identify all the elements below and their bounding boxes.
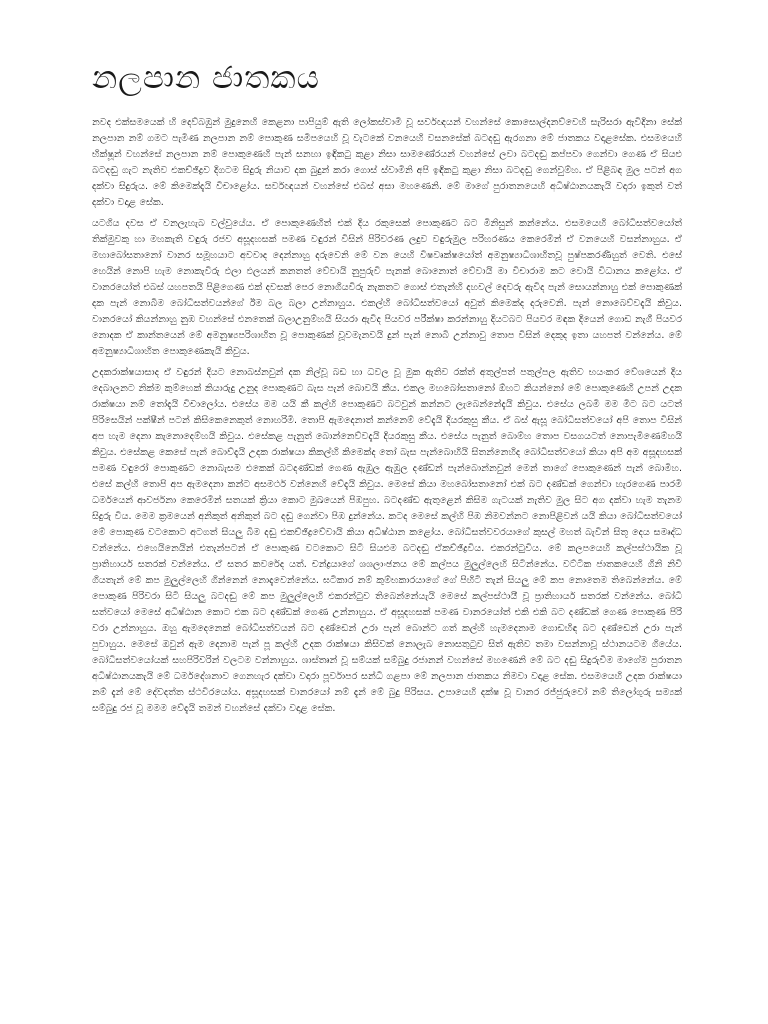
document-title: නලපාන ජාතකය [92, 60, 320, 96]
paragraph-intro: නවද එක්සමයෙක් හි දෙව්බඹුන් මුදුනෙහි කෙළනා පාපියුම් ඇති ලෝකස්වාමී වූ සර්වඥයන් වහන්සේ කොසොල්දනව්වෙහි සැරිසරා ඇවිදිනා සේක් නලපාන නම් ගමට පැමිණ නලපාන නම් පොකුණ සමීපයෙහි වූ වැටකේ වනයෙහි වසනසේක් බටදඬු ඇරගනා මේ ජාතකය වදාළසේක. එසමයෙහි භික්ෂූන් වහන්සේ නලපාන නම් පොකුණෙහි පැන් සනහා ඉඳිකටු කුළා නිසා සාමණේරයන් වහන්සේ ලවා බටදඬු කප්පවා ගෙන්වා ගෙණ ඒ සියළු බටදඬු ගැට නැතිව එකච්ඡිද්‍රව දිගටම සිදුරු නියාව දක බුදුන් කරා ගොස් ස්වාමිනි අපි ඉඳිකටු කුළා නිසා බටදඬු ගෙන්වුම්හ. ඒ පිළිබඳ මුල පටන් අග දක්වා සිදුරුය. මේ කිමෙක්දැයි විචාළෝය. සර්වඥයන් වහන්සේ එබස් අසා මහණෙනි. මේ මාගේ පුරාතනයෙහි අධිෂ්ඨානයකැයි වදාරා ඉකුත් වත් දක්වා වදාළ සේක. [92, 117, 682, 209]
paragraph-conclusion: උදකරාක්ෂයාසාද ඒ වඳුරන් දියට නොබස්නවුන් දක නිල්වූ බඩ හා ධවල වූ මුක ඇතිව රක්ත් අතුල්පත් පතුල්පල ඇතිව භයංකර වේශයෙන් දිය දෙබාලනට නික්ම කුම්හෙක් කියාරුදු උනුද පොකුණට බැස පැන් බොවයි කීය. එකල මහබෝසතානෝ ඕහට කියන්නෝ මේ පොකුණෙහි උපන් උදක රාක්ෂයා නම් තෝදැයි විචාලෝය. එසේය මම යයි කී කල්හි පොකුණට බටවුන් කන්නට ලැබෙන්නේදැයි කිවුය. එසේය ලබමි මම මීට බට යටත් පිරිසෙයින් පක්ෂීන් පටන් කිසිකෙනෙකුත් නොහරිමි. තොපි ඇමදෙනාත් කන්නෙම් වේදැයි දියරකුසු කීය. ඒ බස් ඇසූ බෝධිසත්වයෝ අපි තොප විසින් අප හැම දෙනා කැනොදෙම්හයි කිවුය. එසේකළ පැනුත් බොන්නෙව්වදැයි දියරකුසු කීය. එසේය පැනුත් බොම්හ තොප වසගයටත් නොපැමිණෙම්හයි කිවුය. එසේකළ කෙසේ පැන් බොව්දැයි උදක රාක්ෂයා කිකල්හි කිමෙක්ද තෝ බැස පැන්බොහියි සිතන්නෙහිද බෝධිසත්වයෝ කියා අපි අම අසූදහසක් පමණ වඳුරෝ පොකුණට නොබැසම එකෙක් බටදණ්ඩක් ගෙණ ඇඹුල ඇඹුල දණ්ඩන් පැන්බොන්නවුන් මෙන් තාගේ පොකුණෙන් පැන් බොමිහ. එසේ කල්හි තොපි අප ඇමදෙනා කන්ට අසමර්ථ වන්නෙහි වේදැයි කිවුය. මෙසේ කියා මහබෝසතානෝ එක් බට දණ්ඩක් ගෙන්වා හැරගෙණ පාරමි ධර්මයෙන් ආවර්ජනා කෙරෙමින් සතයක් ක්‍රියා කොට මුඛයෙන් පිඹපුහ. බටදණ්ඩ ඇතුළෙන් කිසිම ගැටයක් නැතිව මුල සිට අග දක්වා හැම තැනම සිදුරු විය. මෙම ක්‍රමයෙන් අනිකුත් අනිකුත් බට දඬු ගෙන්වා පිඹ දුන්නේය. කටද මෙසේ කල්හි පිඹ නිමවන්නට නොපිළිවන් යයි කියා බෝධිසත්වයෝ මේ පොකුණ වටකොට අටගත් සියලු බිම දඬු එකච්ඡිද්‍රවේවායි කියා අධිෂ්ඨාන කළෝය. බෝධිසත්වවරයාගේ කුසල් මහත් බැවින් සිතූ දෙය සමෘද්ධ වන්නේය. එහෙයිනෙයින් එතැන්පටන් ඒ පොකුණ වටකොට සිටි සියළුම බටදඬු ඒකච්ඡිද්‍රවිය. එකරන්ටුවිය. මේ කලපයෙහි කල්පස්ථායික වූ ප්‍රාතිහාර්ය සතරක් වන්නේය. ඒ සතර කවරේද යත්. චන්ද්‍රයාගේ ශශලාංඡනය මේ කල්පය මුලුල්ලෙහි සිටින්නේය. වට්ටික ජාතකයෙහි ගිනි නිවී ගියතැන් මේ කප මුලුල්ලෙහි ගින්නෙන් නොදැවෙන්නේය. ඝටීකාර නම් කුම්භකාරයාගේ ගේ පිහිටි තැන් සියලු මේ කප නොතෙම තිබෙන්නේය. මේ පොකුණ පිරිවරා සිටි සියලු බටදඬු මේ කප මුලුල්ලෙහි එකරන්ටුව තිබෙන්නේයැයි මෙසේ කල්පස්ථායී වූ ප්‍රාතිහාර්ය සතරක් වන්නේය. බෝධි සත්වයෝ මෙසේ අධිෂ්ඨාන කොට එක බට දණ්ඩක් ගෙණ උන්නාහුය. ඒ අසූදහසක් පමණ වානරයෝත් එකි එකි බට දණ්ඩක් ගෙණ පොකුණ පිරි වරා උන්නාහුය. ඔහු ඇමදෙනෙක් බෝධිසත්වයන් බට දණ්ඩෙන් උරා පැන් බොන්ට ගත් කල්හි හැමදෙනාම ගොඩහිඳ බට දණ්ඩෙන් උරා පැන් පුවාහුය. මෙසේ ඔවුන් ඇම දෙනාම පැන් පූ කල්හි උදක රාක්ෂයා කිසිවක් නොලැබ නොසතුටුව සිත් ඇතිව තමා වසන්නාවූ ස්ථානයටම ගියේය. බෝධිසත්වයෝයක් සහපිරිවරින් වලටම වන්නාහුය. ශාස්තෘන් වූ සම්යක් සම්බුදු රජානන් වහන්සේ මහණෙනි මේ බට දඬු සිදුරුවීම මාගේම පුරාතන අධිෂ්ඨානයකැයි මේ ධර්මදේශනාව ගෙනහැර දක්වා වදාරා පූර්වාපර සන්ධි ගළපා මේ නලපාන ජාතකය නිමවා වදාළ සේක. එසමයෙහි උදක රාක්ෂයා නම් දැන් මේ දේවදත්ත ස්ථවිරයෝය. අසූදහසක් වානරයෝ නම් දැන් මේ බුදු පිරිසය. උපායෙහි දක්ෂ වූ වානර රජ්ජුරුවෝ නම් තිලෝගුරු සම්‍යක් සම්බුදු රජ වූ මමම වේදැයි තමන් වහන්සේ දක්වා වදාළ සේක. [92, 367, 682, 715]
paragraph-story: යටගිය දවස ඒ වනලැහැබ වල්වුයේය. ඒ පොකුණෙහිත් එක් දිය රකුසෙක් පොකුණට බට මිනිසුන් කන්නේය. එසමයෙහි බෝධිසත්වයෝත් තික්මුවකු හා මහකැති වඳුරු රජව අසූදහසක් පමණ වඳුරන් විසින් පිරිවරණ ලදුව වඳුරුමුල පරිහරණය කෙරෙමින් ඒ වනයෙහි වසන්නාහුය. ඒ මහාබෝසතානෝ වානර සමූහයාට අවවාද දෙන්නාහු දරුවෙනි මේ වන යෙහි විෂවෘක්ෂයෝත් අමනුෂ්‍යාධිශාහිතවූ පුෂ්පකරණීහුත් වෙති. එසේ හෙයින් නොපි හැම නොකැවිරු ඵලා ඵලයන් කනතත් වේවායි නුපුරුවි පැනක් බොනොත් වේවායි මා විචාරාම කට වොයි විධානය කළෝය. ඒ වානරයෝත් එබස් යහපතයි පිළිගෙණ එක් දවසක් පෙර නොගියවිරු නැකතට ගොස් එතැන්හි දහවල් දෙවරු ඇවිද පැන් සොයන්නාහු එක් පොකුණක් දක පැන් නොබීම බෝධිසත්වයන්ගේ ඊම බල බලා උන්නාහුය. එකල්හි බෝධිසත්වයෝ අවුත් කිමෙක්ද දරුවෙනි. පැන් නොබෙව්වදැයි කිවුය. වානරයෝ කියන්නාහු නුඹ වහන්සේ එනතෙක් බලාඋනුම්හයි සියරා ඇවිද පියවර පරීක්ෂා කරන්නාහු දියටබට පියවර මඳක දියෙන් ගොඩ නැගී පියවර නොදක ඒ කාන්තයෙන් මේ අමනුෂ්‍යපරිශාහිත වූ පොකුණක් වූවමැනවයි දුන් පැන් නොබී උන්නාවු තොප විසින් දෙකුද ඉතා යහපත් වන්නේය. මේ අමනුෂ්‍යාධිශාහිත පොකුණෙකැයි කිවුය. [92, 218, 682, 358]
